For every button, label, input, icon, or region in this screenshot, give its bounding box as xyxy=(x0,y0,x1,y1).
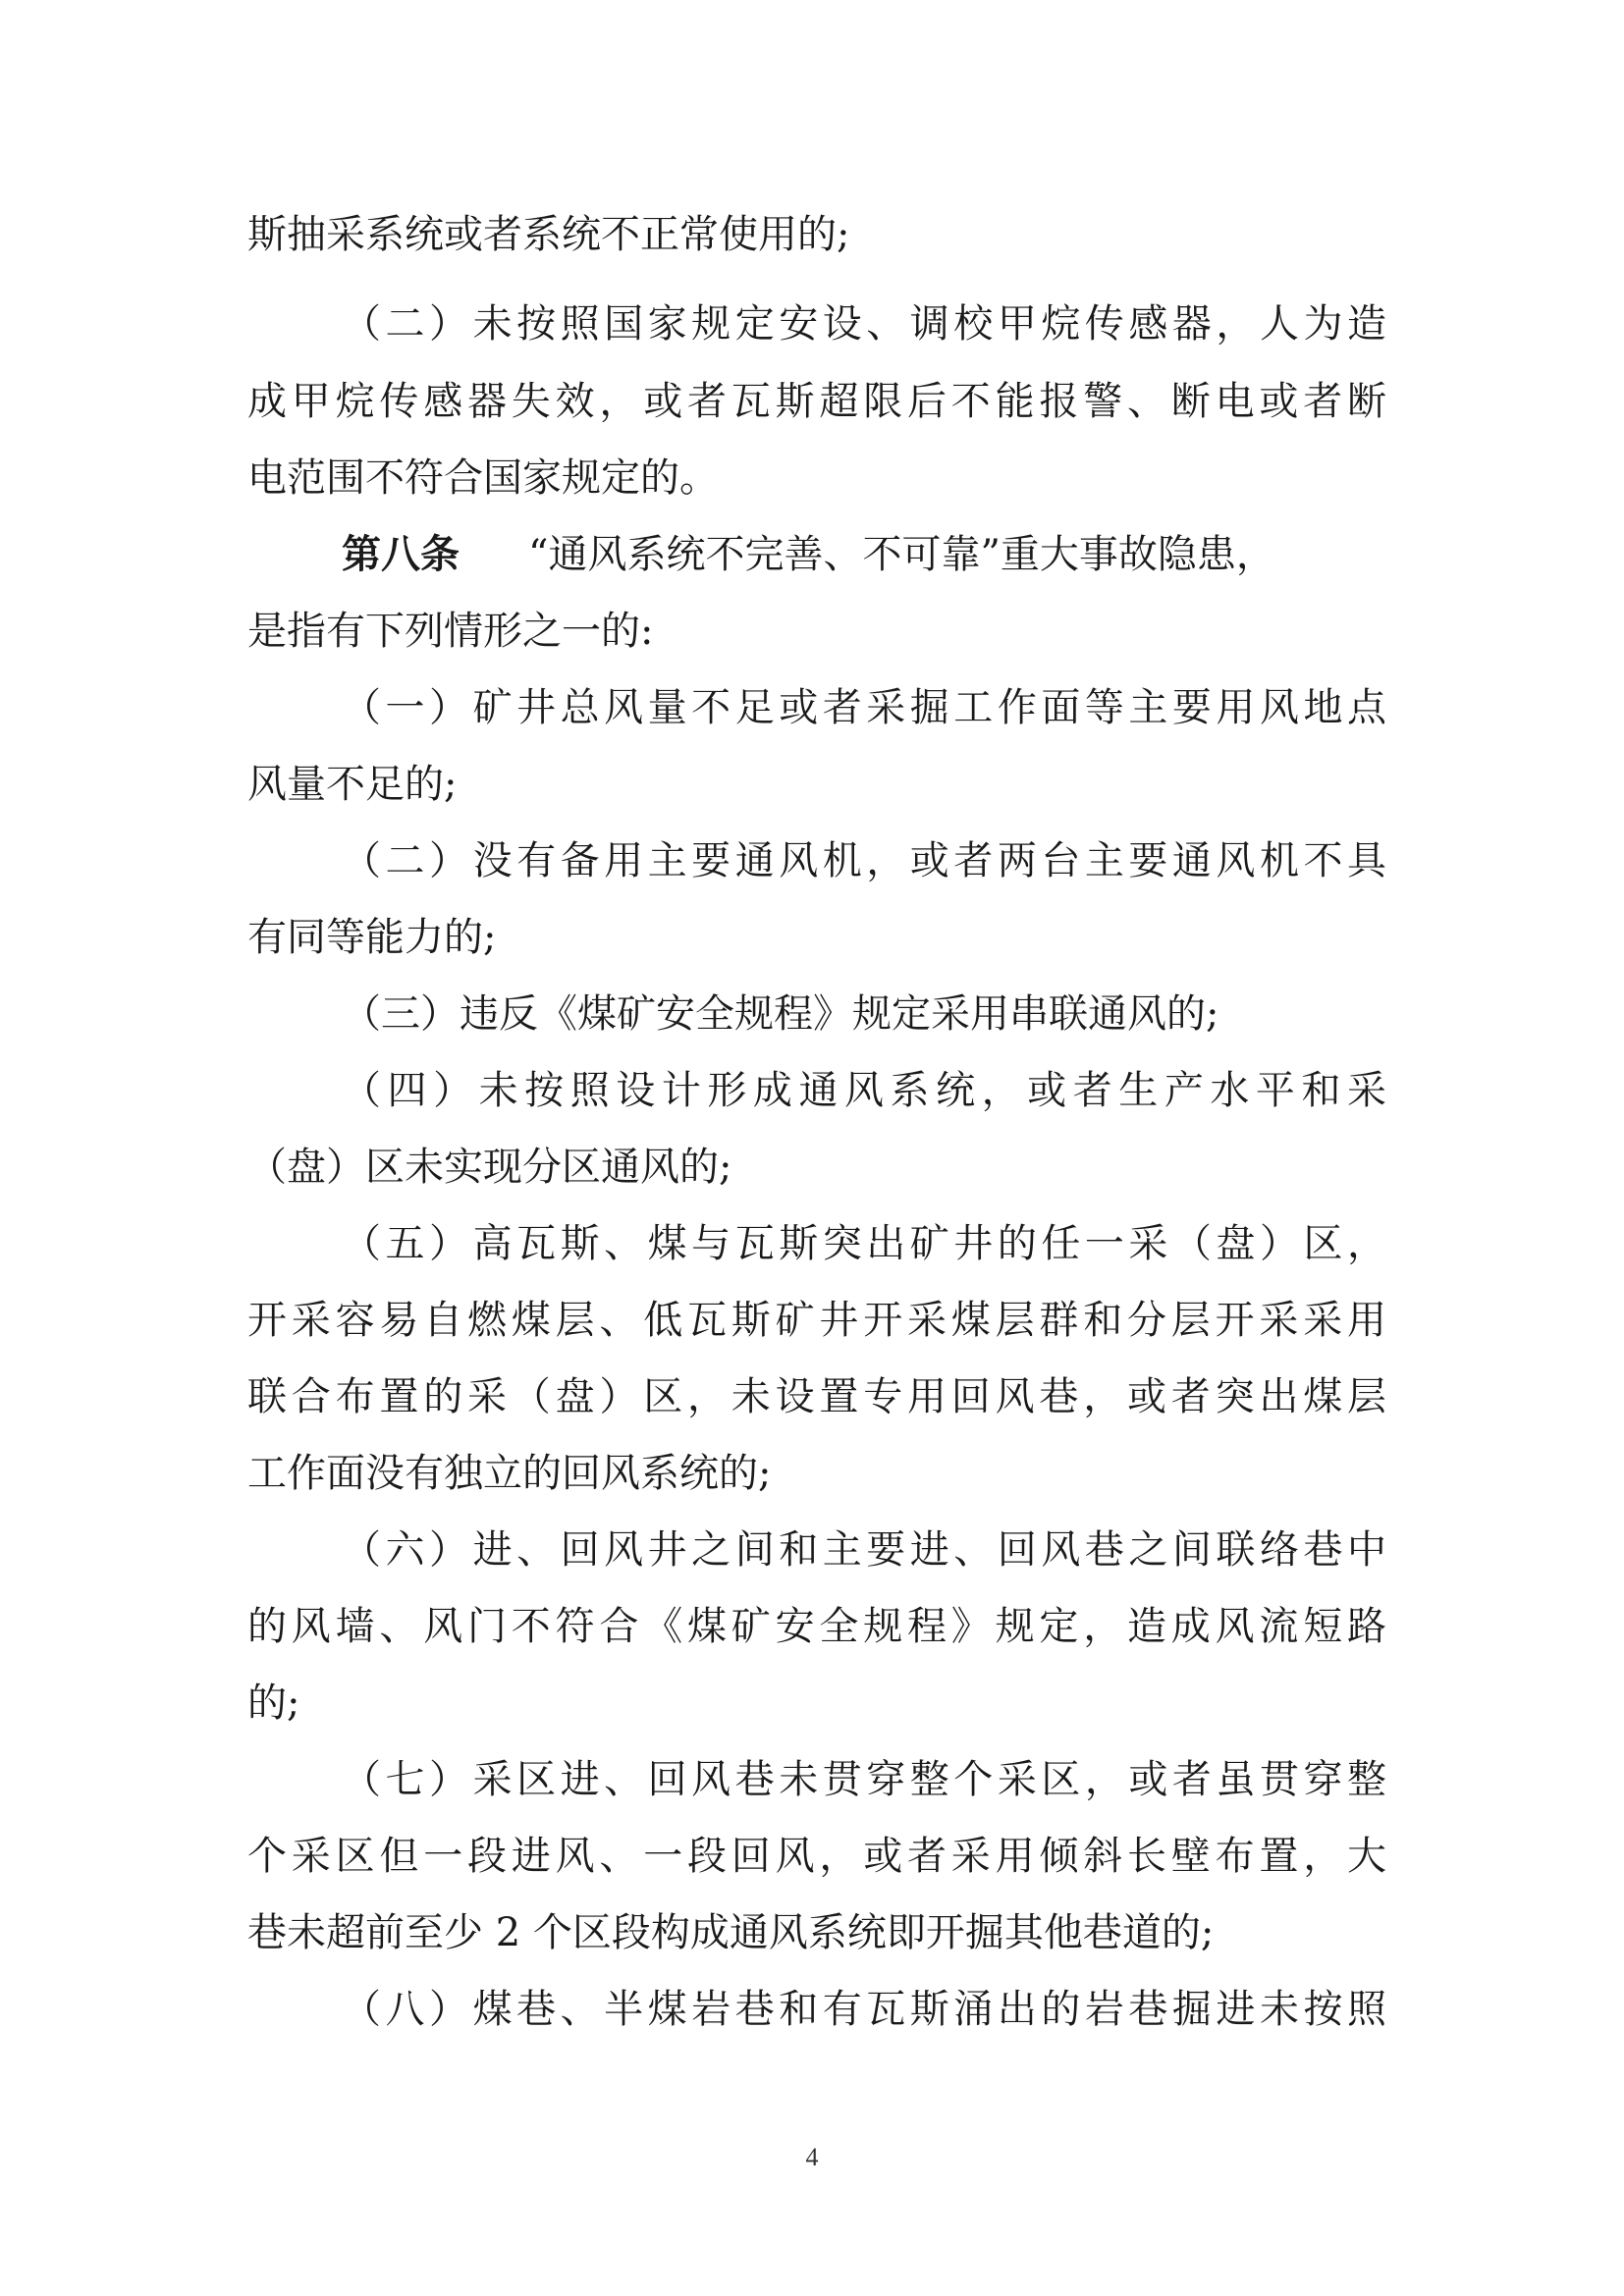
text-line: 的风墙、风门不符合《煤矿安全规程》规定，造成风流短路 xyxy=(247,1604,1386,1649)
text-line: 成甲烷传感器失效，或者瓦斯超限后不能报警、断电或者断 xyxy=(247,379,1386,424)
text-line: （五）高瓦斯、煤与瓦斯突出矿井的任一采（盘）区， xyxy=(342,1221,1386,1266)
text-line: 是指有下列情形之一的: xyxy=(247,609,654,654)
text-line: （三）违反《煤矿安全规程》规定采用串联通风的; xyxy=(342,991,1219,1037)
text-line: 电范围不符合国家规定的。 xyxy=(247,455,719,501)
article-line xyxy=(342,532,1386,577)
text-line: 风量不足的; xyxy=(247,762,458,807)
text-line: （一）矿井总风量不足或者采掘工作面等主要用风地点 xyxy=(342,685,1386,730)
text-line: “通风系统不完善、不可靠”重大事故隐患， xyxy=(528,532,1275,577)
article-heading: 第八条 xyxy=(342,532,460,577)
page-number: 4 xyxy=(805,2143,819,2171)
text-line: 有同等能力的; xyxy=(247,915,497,960)
text-line: （八）煤巷、半煤岩巷和有瓦斯涌出的岩巷掘进未按照 xyxy=(342,1987,1386,2032)
text-line: （盘）区未实现分区通风的; xyxy=(247,1145,732,1190)
text-line: 开采容易自燃煤层、低瓦斯矿井开采煤层群和分层开采采用 xyxy=(247,1298,1386,1343)
text-line: 斯抽采系统或者系统不正常使用的; xyxy=(247,212,850,257)
text-line: （二）没有备用主要通风机，或者两台主要通风机不具 xyxy=(342,838,1386,883)
text-line: 联合布置的采（盘）区，未设置专用回风巷，或者突出煤层 xyxy=(247,1374,1386,1419)
text-line: （二）未按照国家规定安设、调校甲烷传感器，人为造 xyxy=(342,301,1386,347)
text-line: （四）未按照设计形成通风系统，或者生产水平和采 xyxy=(342,1068,1386,1113)
text-line: （六）进、回风井之间和主要进、回风巷之间联络巷中 xyxy=(342,1527,1386,1573)
text-line: 巷未超前至少 2 个区段构成通风系统即开掘其他巷道的; xyxy=(247,1910,1215,1955)
text-line: （七）采区进、回风巷未贯穿整个采区，或者虽贯穿整 xyxy=(342,1757,1386,1802)
text-line: 个采区但一段进风、一段回风，或者采用倾斜长壁布置，大 xyxy=(247,1834,1386,1879)
text-line: 工作面没有独立的回风系统的; xyxy=(247,1451,772,1496)
text-line: 的; xyxy=(247,1681,300,1726)
